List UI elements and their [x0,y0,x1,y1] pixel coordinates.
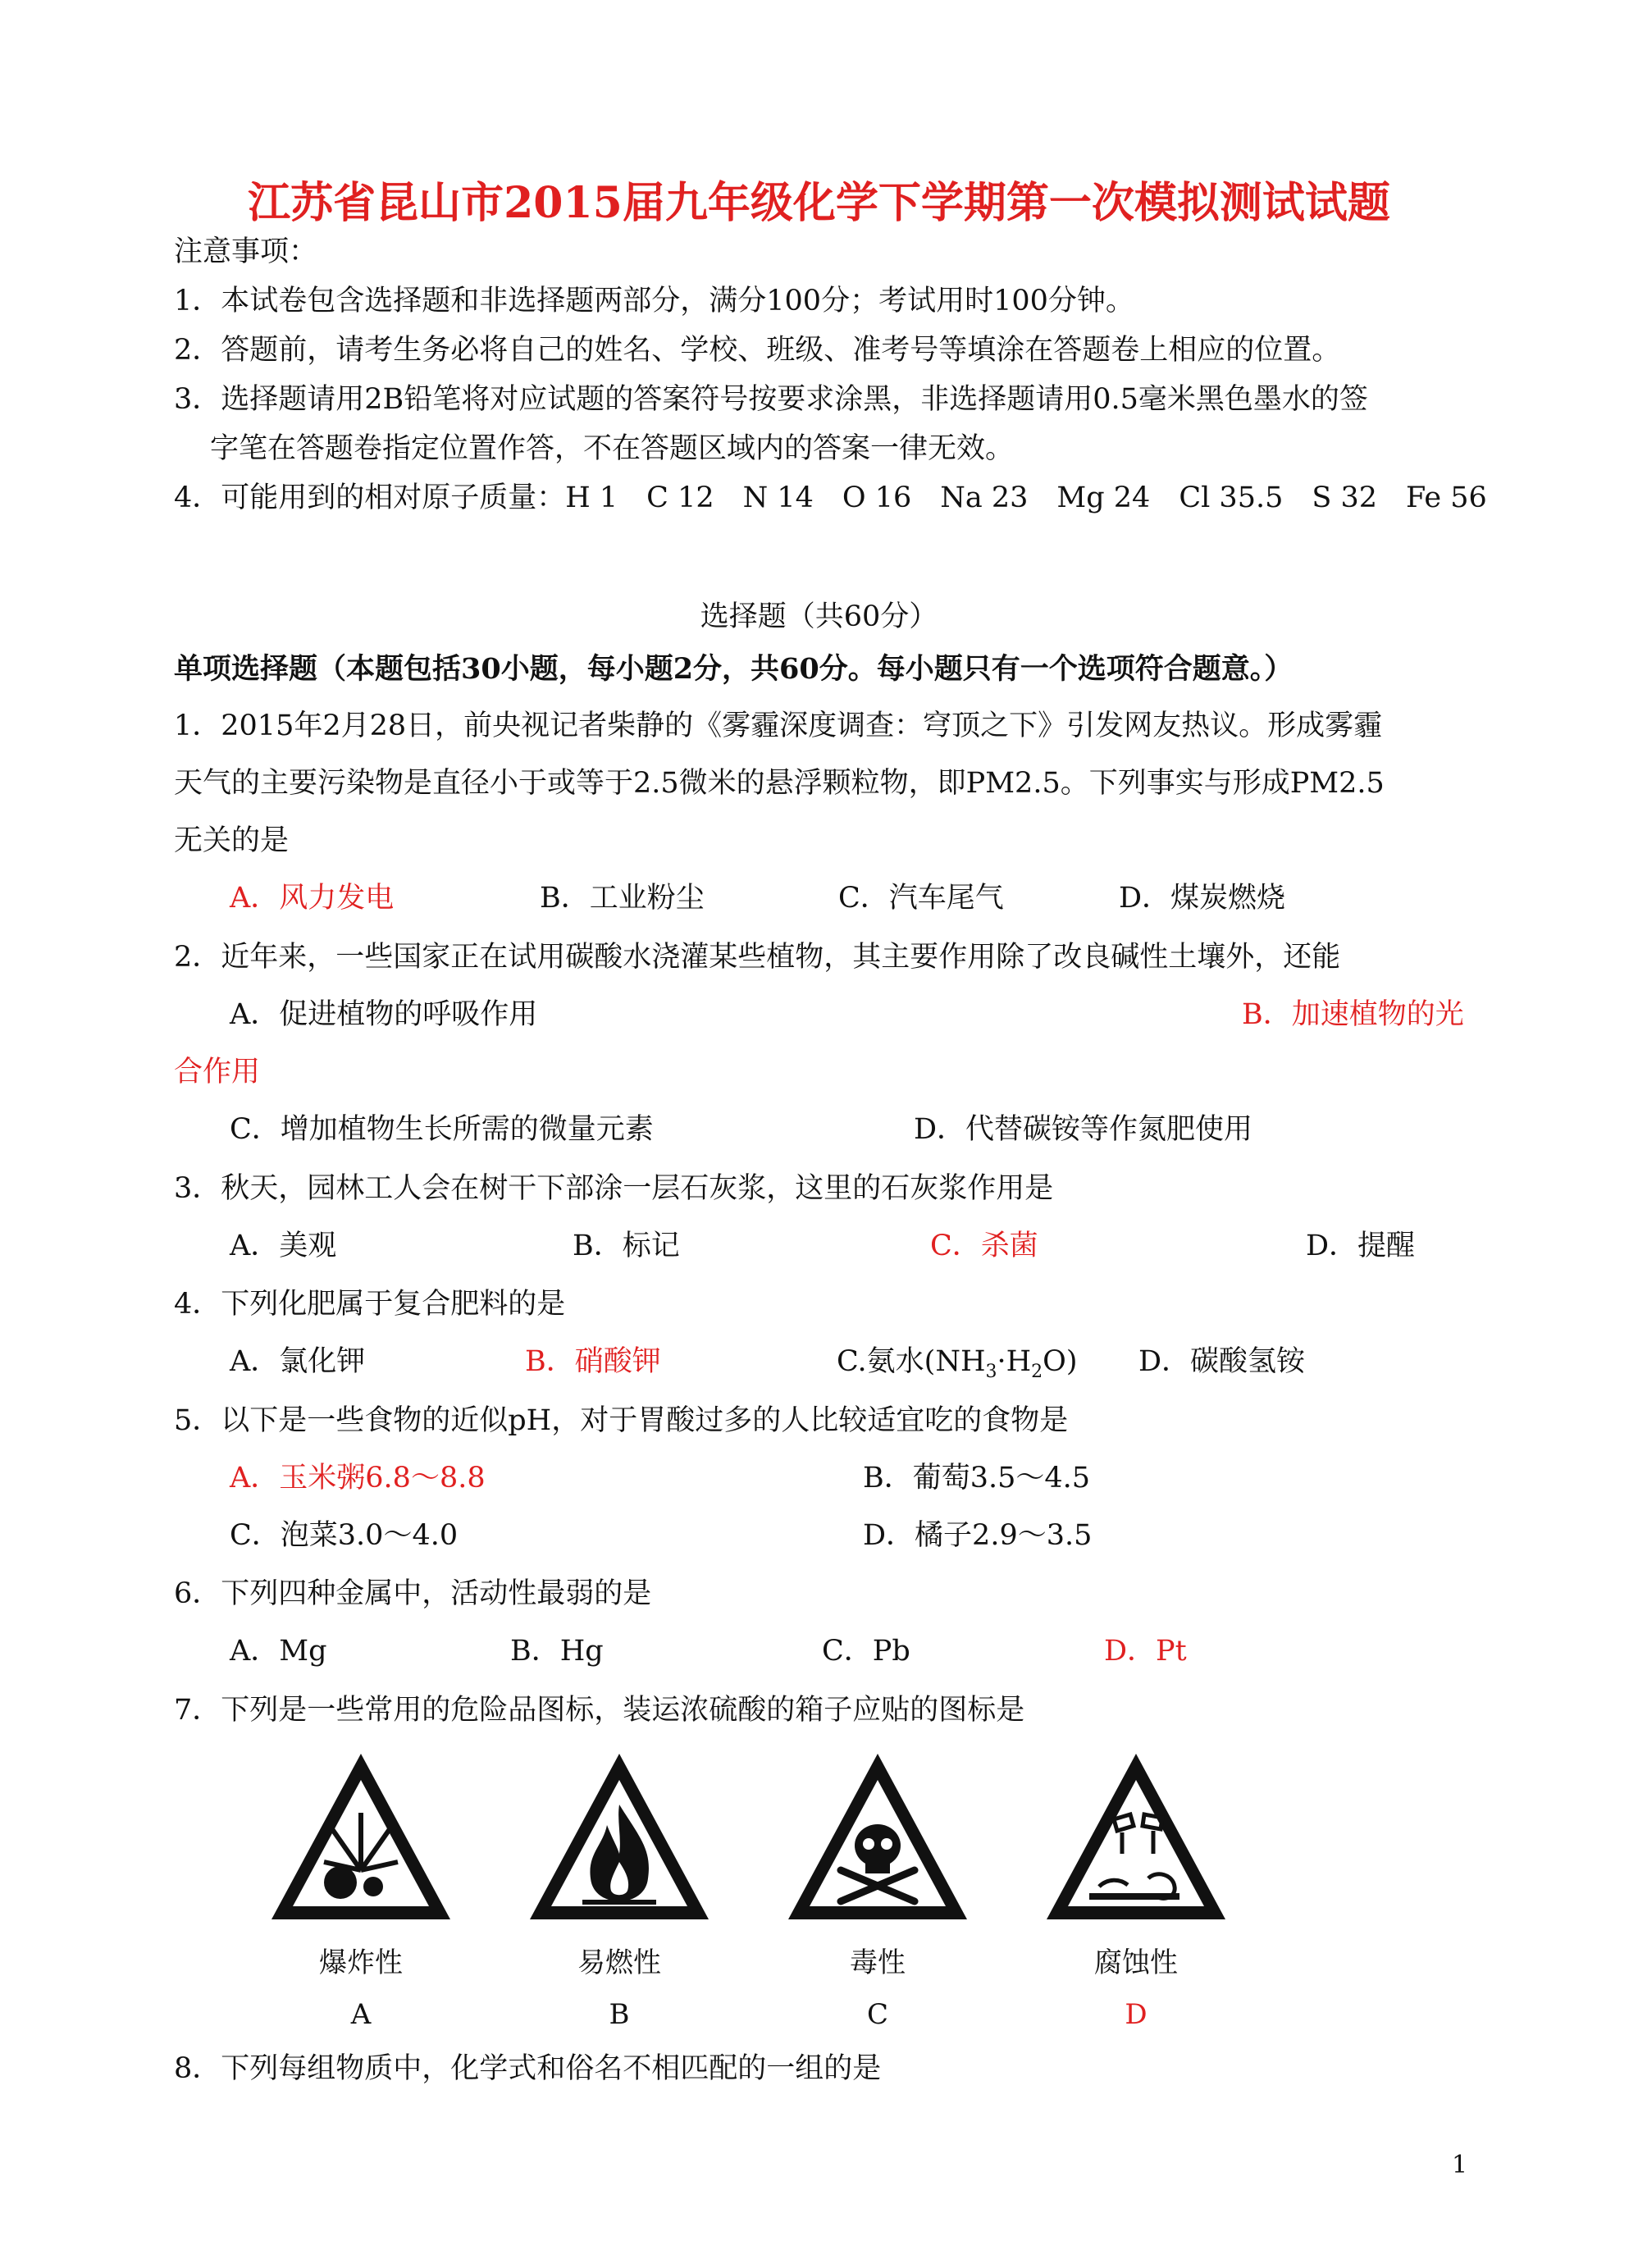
question-5-option-b: B．葡萄3.5～4.5 [863,1462,1091,1495]
sign-c-label: 毒性 [850,1946,906,1979]
explosive-icon [267,1747,455,1928]
document-title: 江苏省昆山市2015届九年级化学下学期第一次模拟测试试题 [248,178,1390,228]
question-6-option-b: B．Hg [510,1635,604,1668]
sign-c-letter: C [866,1998,888,2031]
notice-item: 3．选择题请用2B铅笔将对应试题的答案符号按要求涂黑，非选择题请用0.5毫米黑色墨水的签 [174,383,1368,416]
question-4-option-d: D．碳酸氢铵 [1138,1345,1306,1378]
question-1-stem: 天气的主要污染物是直径小于或等于2.5微米的悬浮颗粒物，即PM2.5。下列事实与形成PM2.5 [174,767,1385,800]
question-8-stem: 8．下列每组物质中，化学式和俗名不相匹配的一组的是 [174,2052,882,2085]
question-4-option-a: A．氯化钾 [230,1345,366,1378]
question-2-option-d: D．代替碳铵等作氮肥使用 [914,1113,1253,1146]
question-6-stem: 6．下列四种金属中，活动性最弱的是 [174,1577,652,1610]
toxic-icon [783,1747,972,1928]
page-number: 1 [1452,2151,1468,2179]
question-1-stem: 1．2015年2月28日，前央视记者柴静的《雾霾深度调查：穹顶之下》引发网友热议。形成雾霾 [174,710,1383,742]
question-4-stem: 4．下列化肥属于复合肥料的是 [174,1288,566,1321]
notice-item: 1．本试卷包含选择题和非选择题两部分，满分100分；考试用时100分钟。 [174,285,1134,317]
question-4-option-b: B．硝酸钾 [525,1345,661,1378]
question-5-stem: 5．以下是一些食物的近似pH，对于胃酸过多的人比较适宜吃的食物是 [174,1404,1069,1437]
question-6-option-d: D．Pt [1104,1635,1187,1668]
question-5-option-d: D．橘子2.9～3.5 [863,1519,1093,1552]
notice-item: 4．可能用到的相对原子质量：H 1 C 12 N 14 O 16 Na 23 Mg 24 Cl 35.5 S 32 Fe 56 [174,481,1487,514]
flammable-icon [525,1747,714,1928]
notice-item: 2．答题前，请考生务必将自己的姓名、学校、班级、准考号等填涂在答题卷上相应的位置。 [174,334,1341,367]
question-3-option-c: C．杀菌 [930,1230,1038,1262]
question-1-option-b: B．工业粉尘 [540,882,705,915]
question-1-option-d: D．煤炭燃烧 [1119,882,1286,915]
question-1-option-c: C．汽车尾气 [838,882,1004,915]
corrosive-icon [1042,1747,1230,1928]
question-6-option-c: C．Pb [822,1635,910,1668]
question-3-option-a: A．美观 [230,1230,337,1262]
question-2-option-b-continued: 合作用 [174,1056,261,1088]
sign-d-label: 腐蚀性 [1094,1946,1178,1979]
question-3-stem: 3．秋天，园林工人会在树干下部涂一层石灰浆，这里的石灰浆作用是 [174,1172,1054,1205]
question-2-option-c: C．增加植物生长所需的微量元素 [230,1113,654,1146]
sign-b-label: 易燃性 [577,1946,661,1979]
sign-d-letter: D [1125,1998,1148,2031]
question-5-option-a: A．玉米粥6.8～8.8 [230,1462,486,1495]
sign-a-label: 爆炸性 [319,1946,403,1979]
question-3-option-d: D．提醒 [1306,1230,1416,1262]
question-3-option-b: B．标记 [573,1230,680,1262]
question-2-option-a: A．促进植物的呼吸作用 [230,998,538,1031]
question-7-stem: 7．下列是一些常用的危险品图标，装运浓硫酸的箱子应贴的图标是 [174,1694,1025,1727]
sign-b-letter: B [609,1998,630,2031]
section-title: 选择题（共60分） [700,600,938,633]
question-1-option-a: A．风力发电 [230,882,395,915]
question-6-option-a: A．Mg [230,1635,327,1668]
question-4-option-c: C.氨水$(NH_3\cdot H_2O)$ [837,1345,1078,1382]
question-5-option-c: C．泡菜3.0～4.0 [230,1519,459,1552]
question-2-stem: 2．近年来，一些国家正在试用碳酸水浇灌某些植物，其主要作用除了改良碱性土壤外，还能 [174,941,1341,974]
notice-heading: 注意事项： [174,235,318,268]
notice-item-continued: 字笔在答题卷指定位置作答，不在答题区域内的答案一律无效。 [210,432,1015,465]
sign-a-letter: A [350,1998,372,2031]
question-1-stem: 无关的是 [174,824,290,857]
question-2-option-b: B．加速植物的光 [1242,998,1464,1031]
section-instruction: 单项选择题（本题包括30小题，每小题2分，共60分。每小题只有一个选项符合题意。） [174,652,1294,686]
